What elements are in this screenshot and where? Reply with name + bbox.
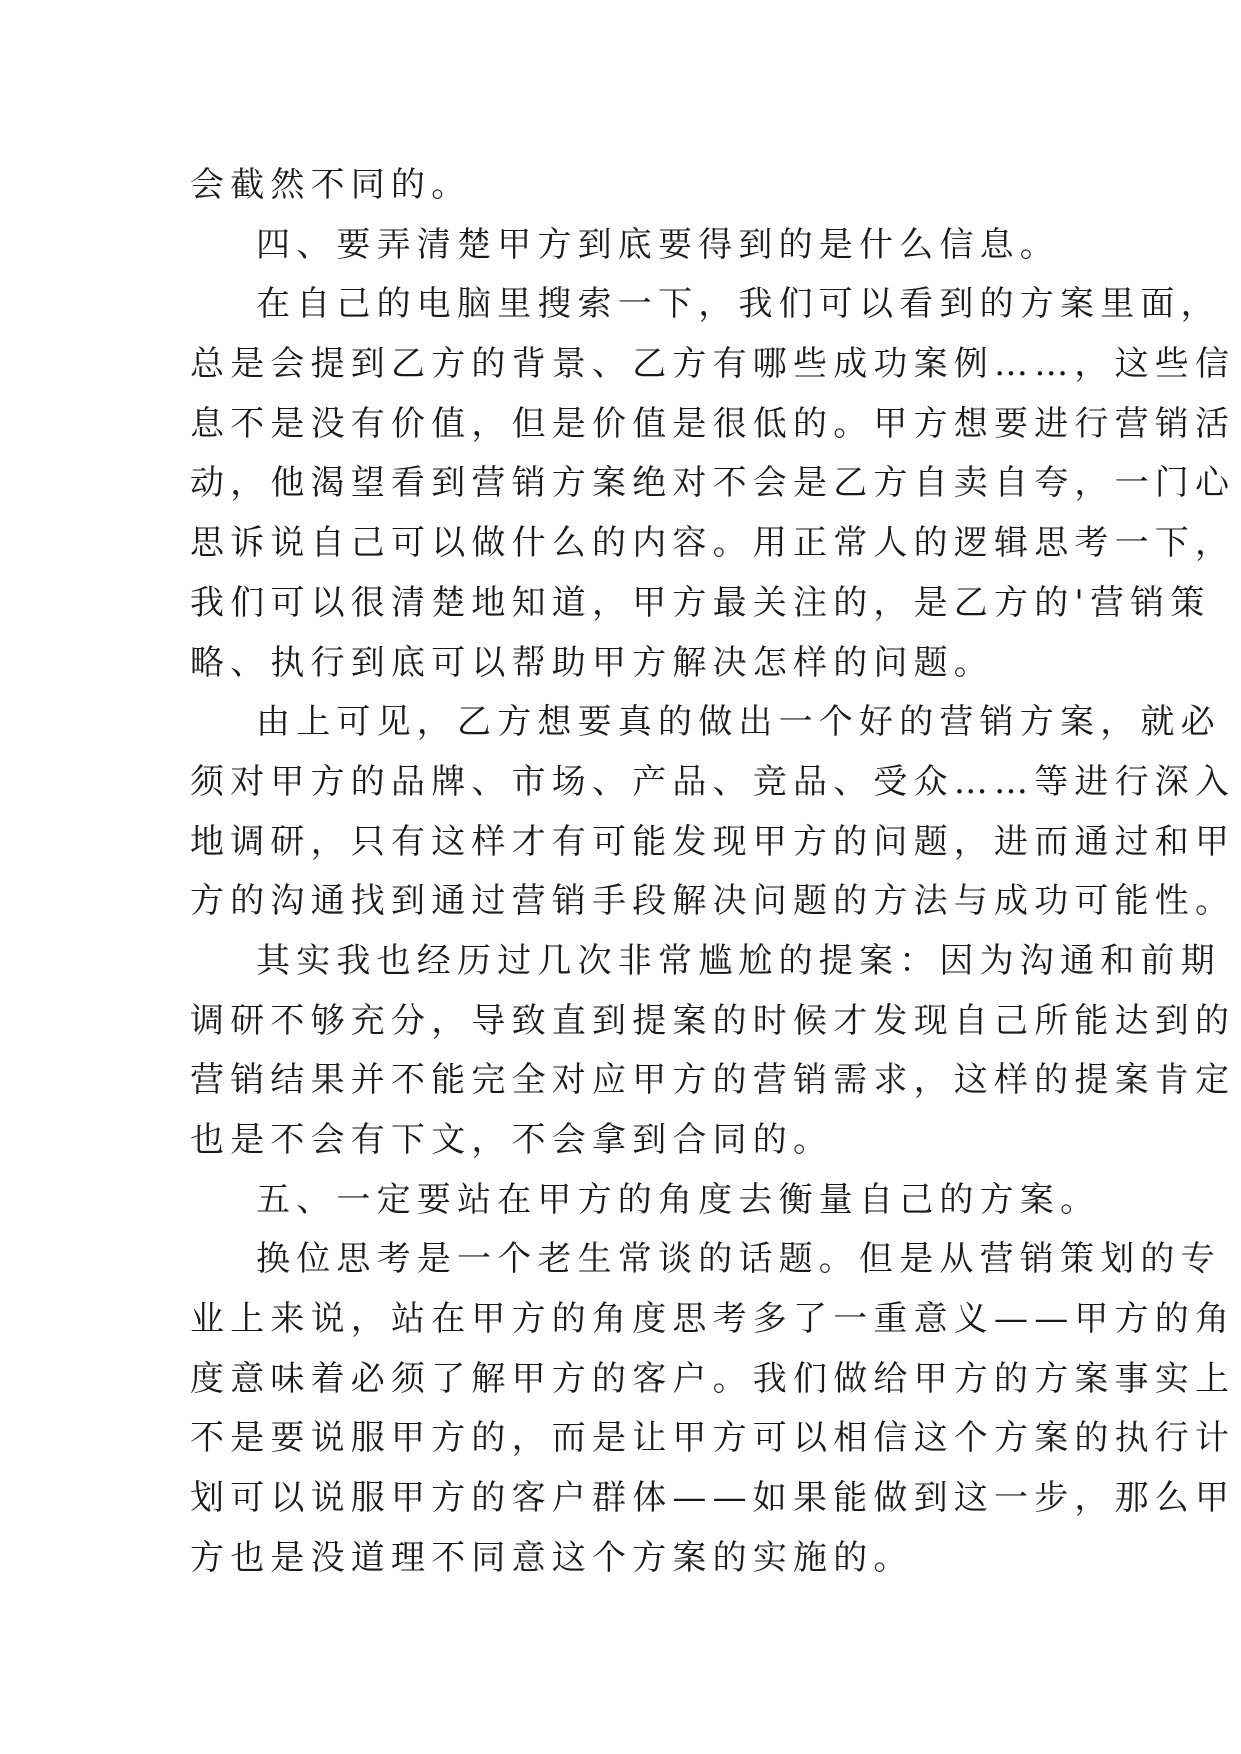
text-line: 也是不会有下文，不会拿到合同的。 [190,1120,834,1160]
text-line: 会截然不同的。 [190,165,472,205]
text-line: 度意味着必须了解甲方的客户。我们做给甲方的方案事实上 [190,1358,1236,1399]
text-line: 不是要说服甲方的，而是让甲方可以相信这个方案的执行计 [190,1418,1236,1459]
text-line: 我们可以很清楚地知道，甲方最关注的，是乙方的'营销策 [190,582,1211,623]
text-line: 略、执行到底可以帮助甲方解决怎样的问题。 [190,642,994,683]
text-line: 息不是没有价值，但是价值是很低的。甲方想要进行营销活 [190,403,1236,444]
document-body [190,156,1236,1589]
text-line: 换位思考是一个老生常谈的话题。但是从营销策划的专 [256,1239,1221,1280]
text-line: 其实我也经历过几次非常尴尬的提案：因为沟通和前期 [256,940,1221,981]
text-line: 调研不够充分，导致直到提案的时候才发现自己所能达到的 [190,1000,1236,1041]
text-line: 地调研，只有这样才有可能发现甲方的问题，进而通过和甲 [190,821,1236,862]
text-line: 须对甲方的品牌、市场、产品、竞品、受众……等进行深入 [190,761,1236,802]
text-line: 由上可见，乙方想要真的做出一个好的营销方案，就必 [256,702,1221,743]
text-line: 五、一定要站在甲方的角度去衡量自己的方案。 [256,1179,1101,1220]
text-line: 划可以说服甲方的客户群体——如果能做到这一步，那么甲 [190,1478,1236,1519]
text-line: 方的沟通找到通过营销手段解决问题的方法与成功可能性。 [190,881,1236,922]
text-line: 动，他渴望看到营销方案绝对不会是乙方自卖自夸，一门心 [190,463,1236,504]
text-line: 四、要弄清楚甲方到底要得到的是什么信息。 [256,224,1060,265]
text-line: 方也是没道理不同意这个方案的实施的。 [190,1537,914,1578]
text-line: 思诉说自己可以做什么的内容。用正常人的逻辑思考一下， [190,523,1236,564]
text-line: 业上来说，站在甲方的角度思考多了一重意义——甲方的角 [190,1299,1236,1340]
text-line: 在自己的电脑里搜索一下，我们可以看到的方案里面， [256,284,1221,325]
text-line: 营销结果并不能完全对应甲方的营销需求，这样的提案肯定 [190,1060,1236,1101]
text-line: 总是会提到乙方的背景、乙方有哪些成功案例……，这些信 [190,344,1236,385]
